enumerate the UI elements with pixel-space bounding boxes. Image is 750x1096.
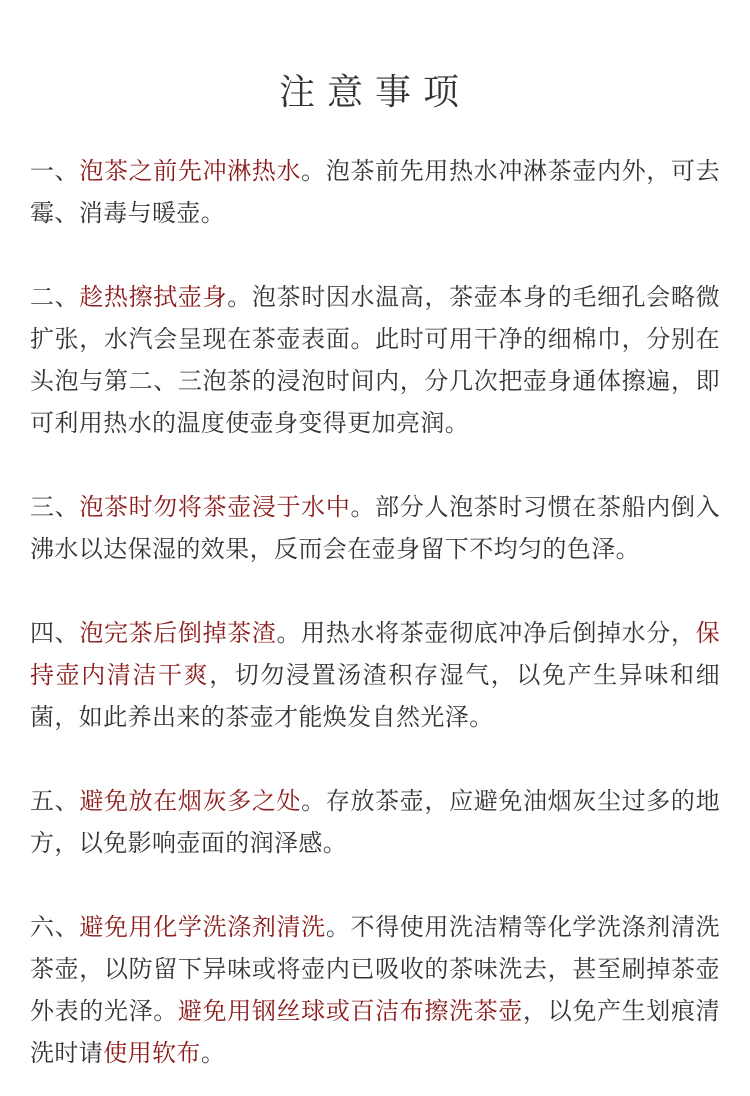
highlight-text: 趁热擦拭壶身 [79,283,228,311]
notice-item-4 [30,612,720,738]
body-text: 四、 [30,619,80,647]
body-text: 三、 [30,493,80,521]
notice-item-1 [30,150,720,234]
body-text: 。用热水将茶壶彻底冲净后倒掉水分， [276,619,696,647]
body-text: 五、 [30,787,80,815]
body-text: 。不得使用洗洁精等化学洗涤剂清洗茶壶，以防留下异味或将壶内已吸收的茶味洗去，甚至刷掉茶壶外表的光泽。 [30,913,720,1025]
body-text: 。部分人泡茶时习惯在茶船内倒入沸水以达保湿的效果，反而会在壶身留下不均匀的色泽。 [30,493,720,563]
body-text: 。泡茶前先用热水冲淋茶壶内外，可去霉、消毒与暖壶。 [30,157,720,227]
body-text: 。存放茶壶，应避免油烟灰尘过多的地方，以免影响壶面的润泽感。 [30,787,720,857]
notice-item-2 [30,276,720,444]
highlight-text: 泡茶时勿将茶壶浸于水中 [79,493,351,521]
highlight-text: 泡茶之前先冲淋热水 [79,157,302,185]
highlight-text: 泡完茶后倒掉茶渣 [79,619,277,647]
body-text: 。泡茶时因水温高，茶壶本身的毛细孔会略微扩张，水汽会呈现在茶壶表面。此时可用干净的细棉巾，分别在头泡与第二、三泡茶的浸泡时间内，分几次把壶身通体擦遍，即可利用热水的温度使壶身变得更加亮润。 [30,283,721,437]
notice-item-6 [30,906,720,1074]
notice-item-5 [30,780,720,864]
body-text: 一、 [30,157,80,185]
body-text: ，以免产生划痕清洗时请 [30,997,721,1067]
highlight-text: 避免用钢丝球或百洁布擦洗茶壶 [177,997,524,1025]
body-text: 二、 [30,283,80,311]
body-text: ，切勿浸置汤渣积存湿气，以免产生异味和细菌，如此养出来的茶壶才能焕发自然光泽。 [30,661,720,731]
highlight-text: 保持壶内清洁干爽 [30,619,720,689]
highlight-text: 避免用化学洗涤剂清洗 [79,913,326,941]
highlight-text: 避免放在烟灰多之处 [79,787,302,815]
notice-sections [30,150,720,1074]
body-text: 。 [200,1039,226,1067]
notice-item-3 [30,486,720,570]
page-title: 注意事项 [278,72,471,113]
body-text: 六、 [30,913,80,941]
highlight-text: 使用软布 [103,1039,201,1067]
